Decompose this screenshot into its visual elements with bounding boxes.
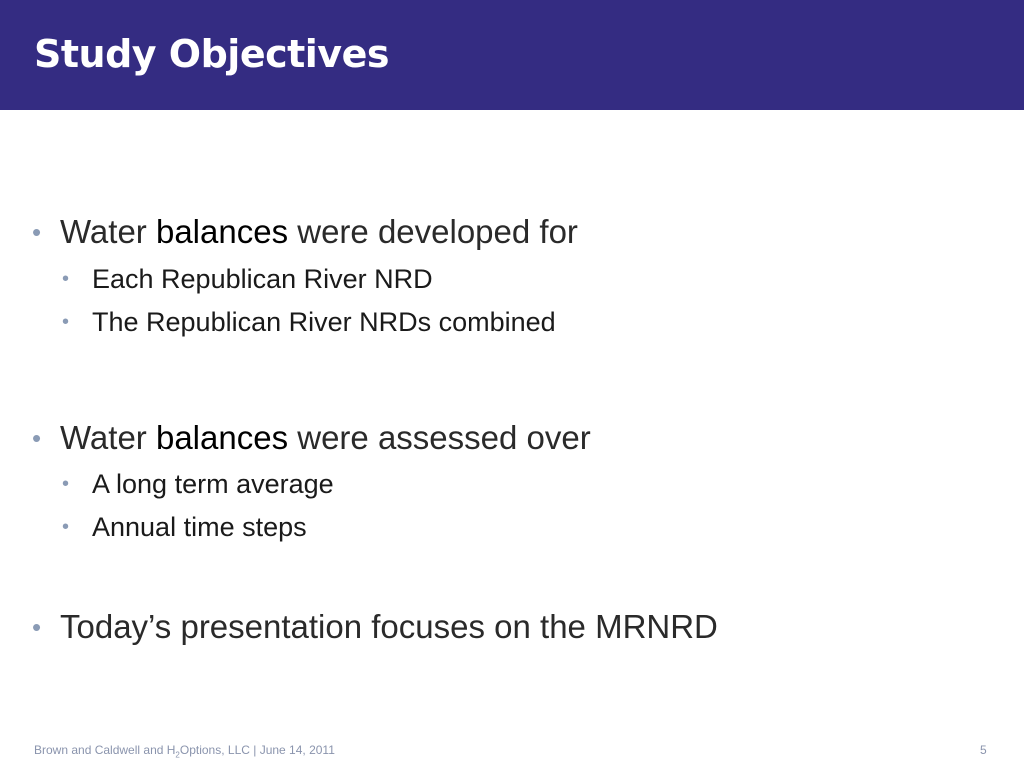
sub-bullet-2-1-text: A long term average bbox=[92, 469, 334, 499]
bullet-dot-icon: • bbox=[32, 217, 42, 247]
bullet-dot-icon: • bbox=[62, 268, 70, 290]
sub-bullet-1-2 bbox=[62, 305, 556, 339]
bullet-2-emph: balances bbox=[155, 419, 289, 456]
sub-bullet-1-1 bbox=[62, 262, 433, 296]
bullet-dot-icon: • bbox=[62, 516, 70, 538]
bullet-1 bbox=[32, 212, 578, 252]
bullet-dot-icon: • bbox=[32, 423, 42, 453]
bullet-2 bbox=[32, 418, 591, 458]
bullet-2-post: were assessed over bbox=[288, 419, 591, 456]
sub-bullet-1-1-text: Each Republican River NRD bbox=[92, 264, 433, 294]
footer-org-sub: 2 bbox=[175, 750, 180, 760]
bullet-3-text: Today’s presentation focuses on the MRNRD bbox=[60, 608, 718, 645]
bullet-dot-icon: • bbox=[62, 473, 70, 495]
page-number: 5 bbox=[980, 743, 987, 757]
footer-org-a: Brown and Caldwell and H bbox=[34, 743, 176, 757]
sub-bullet-2-2-text: Annual time steps bbox=[92, 512, 307, 542]
footer-org-b: Options, LLC | June 14, 2011 bbox=[179, 743, 335, 757]
sub-bullet-2-2 bbox=[62, 510, 307, 544]
bullet-3 bbox=[32, 607, 718, 647]
bullet-1-pre: Water bbox=[60, 213, 156, 250]
sub-bullet-2-1 bbox=[62, 467, 334, 501]
bullet-2-pre: Water bbox=[60, 419, 156, 456]
bullet-1-post: were developed for bbox=[288, 213, 578, 250]
bullet-1-emph: balances bbox=[155, 213, 289, 250]
footer-credit bbox=[34, 743, 335, 759]
bullet-dot-icon: • bbox=[62, 311, 70, 333]
slide-title: Study Objectives bbox=[34, 32, 389, 76]
bullet-dot-icon: • bbox=[32, 612, 42, 642]
sub-bullet-1-2-text: The Republican River NRDs combined bbox=[92, 307, 556, 337]
